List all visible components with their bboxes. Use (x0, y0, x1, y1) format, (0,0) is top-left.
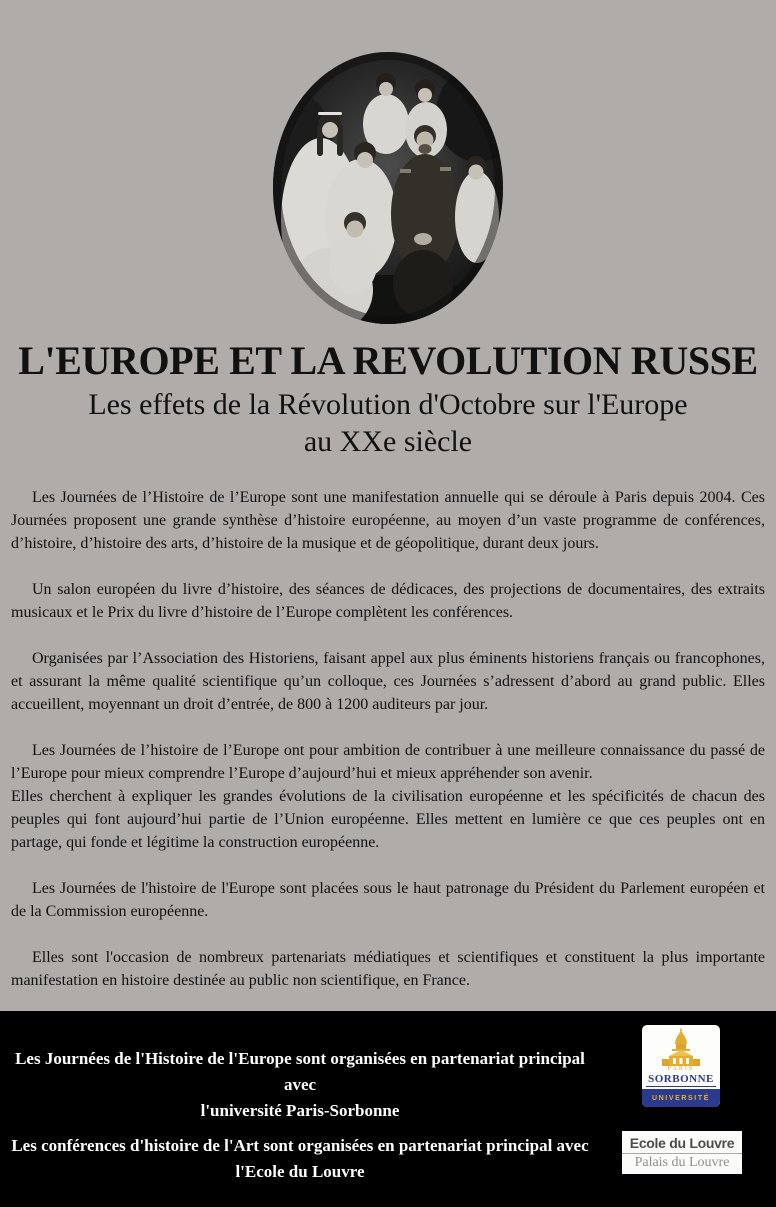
paragraph: Un salon européen du livre d’histoire, des séances de dédicaces, des projections de documentaires, des extraits musicaux et le Prix du livre d’histoire de l’Europe complètent les conférences. (11, 581, 765, 621)
footer-band (0, 1011, 776, 1207)
romanov-family-photo (273, 52, 503, 324)
partner-text-line: Les conférences d'histoire de l'Art sont organisées en partenariat principal avec (11, 1136, 589, 1155)
romanov-family-photo-image (273, 52, 503, 324)
sorbonne-building-icon (659, 1028, 703, 1066)
body-paragraphs (11, 486, 765, 992)
partner-text-louvre (0, 1133, 600, 1185)
paragraph: Les Journées de l’Histoire de l’Europe sont une manifestation annuelle qui se déroule à Paris depuis 2004. Ces Journées proposent une grande synthèse d’histoire européenne, au moyen d’un vaste programme de conférences, d’histoire, d’histoire des arts, d’histoire de la musique et de géopolitique, durant deux jours. (11, 489, 765, 552)
ecole-du-louvre-logo (622, 1131, 742, 1174)
paragraph: Les Journées de l’histoire de l’Europe ont pour ambition de contribuer à une meilleure connaissance du passé de l’Europe pour mieux comprendre l’Europe d’aujourd’hui et mieux appréhender son avenir. (11, 742, 765, 782)
sorbonne-logo-name-label: SORBONNE (648, 1073, 714, 1085)
louvre-logo-school-label: Ecole du Louvre (629, 1134, 735, 1151)
louvre-logo-divider (622, 1153, 742, 1154)
page-subtitle (0, 386, 776, 460)
partner-text-line: Les Journées de l'Histoire de l'Europe sont organisées en partenariat principal avec (15, 1049, 585, 1094)
paris-sorbonne-logo (642, 1025, 720, 1107)
partner-text-line: l'Ecole du Louvre (235, 1162, 365, 1181)
partner-text-line: l'université Paris-Sorbonne (200, 1101, 400, 1120)
louvre-logo-palais-label: Palais du Louvre (634, 1154, 730, 1170)
subtitle-line-1: Les effets de la Révolution d'Octobre sur l'Europe (88, 388, 688, 421)
sorbonne-logo-universite-label: UNIVERSITÉ (642, 1089, 720, 1107)
partner-text-sorbonne (0, 1046, 600, 1124)
paragraph: Elles cherchent à expliquer les grandes évolutions de la civilisation européenne et les spécificités de chacun des peuples qui font aujourd’hui partie de l’Union européenne. Elles mettent en lumière ce que ces peuples ont en partage, qui fonde et légitime la construction européenne. (11, 788, 765, 851)
sorbonne-logo-paris-label: PARIS (667, 1066, 695, 1072)
paragraph: Elles sont l'occasion de nombreux partenariats médiatiques et scientifiques et constituent la plus importante manifestation en histoire destinée au public non scientifique, en France. (11, 949, 765, 989)
paragraph: Organisées par l’Association des Historiens, faisant appel aux plus éminents historiens français ou francophones, et assurant la même qualité scientifique qu’un colloque, ces Journées s’adressent d’abord au grand public. Elles accueillent, moyennant un droit d’entrée, de 800 à 1200 auditeurs par jour. (11, 650, 765, 713)
subtitle-line-2: au XXe siècle (303, 425, 473, 458)
paragraph: Les Journées de l'histoire de l'Europe sont placées sous le haut patronage du Président du Parlement européen et de la Commission européenne. (11, 880, 765, 920)
page-title: L'EUROPE ET LA REVOLUTION RUSSE (18, 338, 758, 383)
